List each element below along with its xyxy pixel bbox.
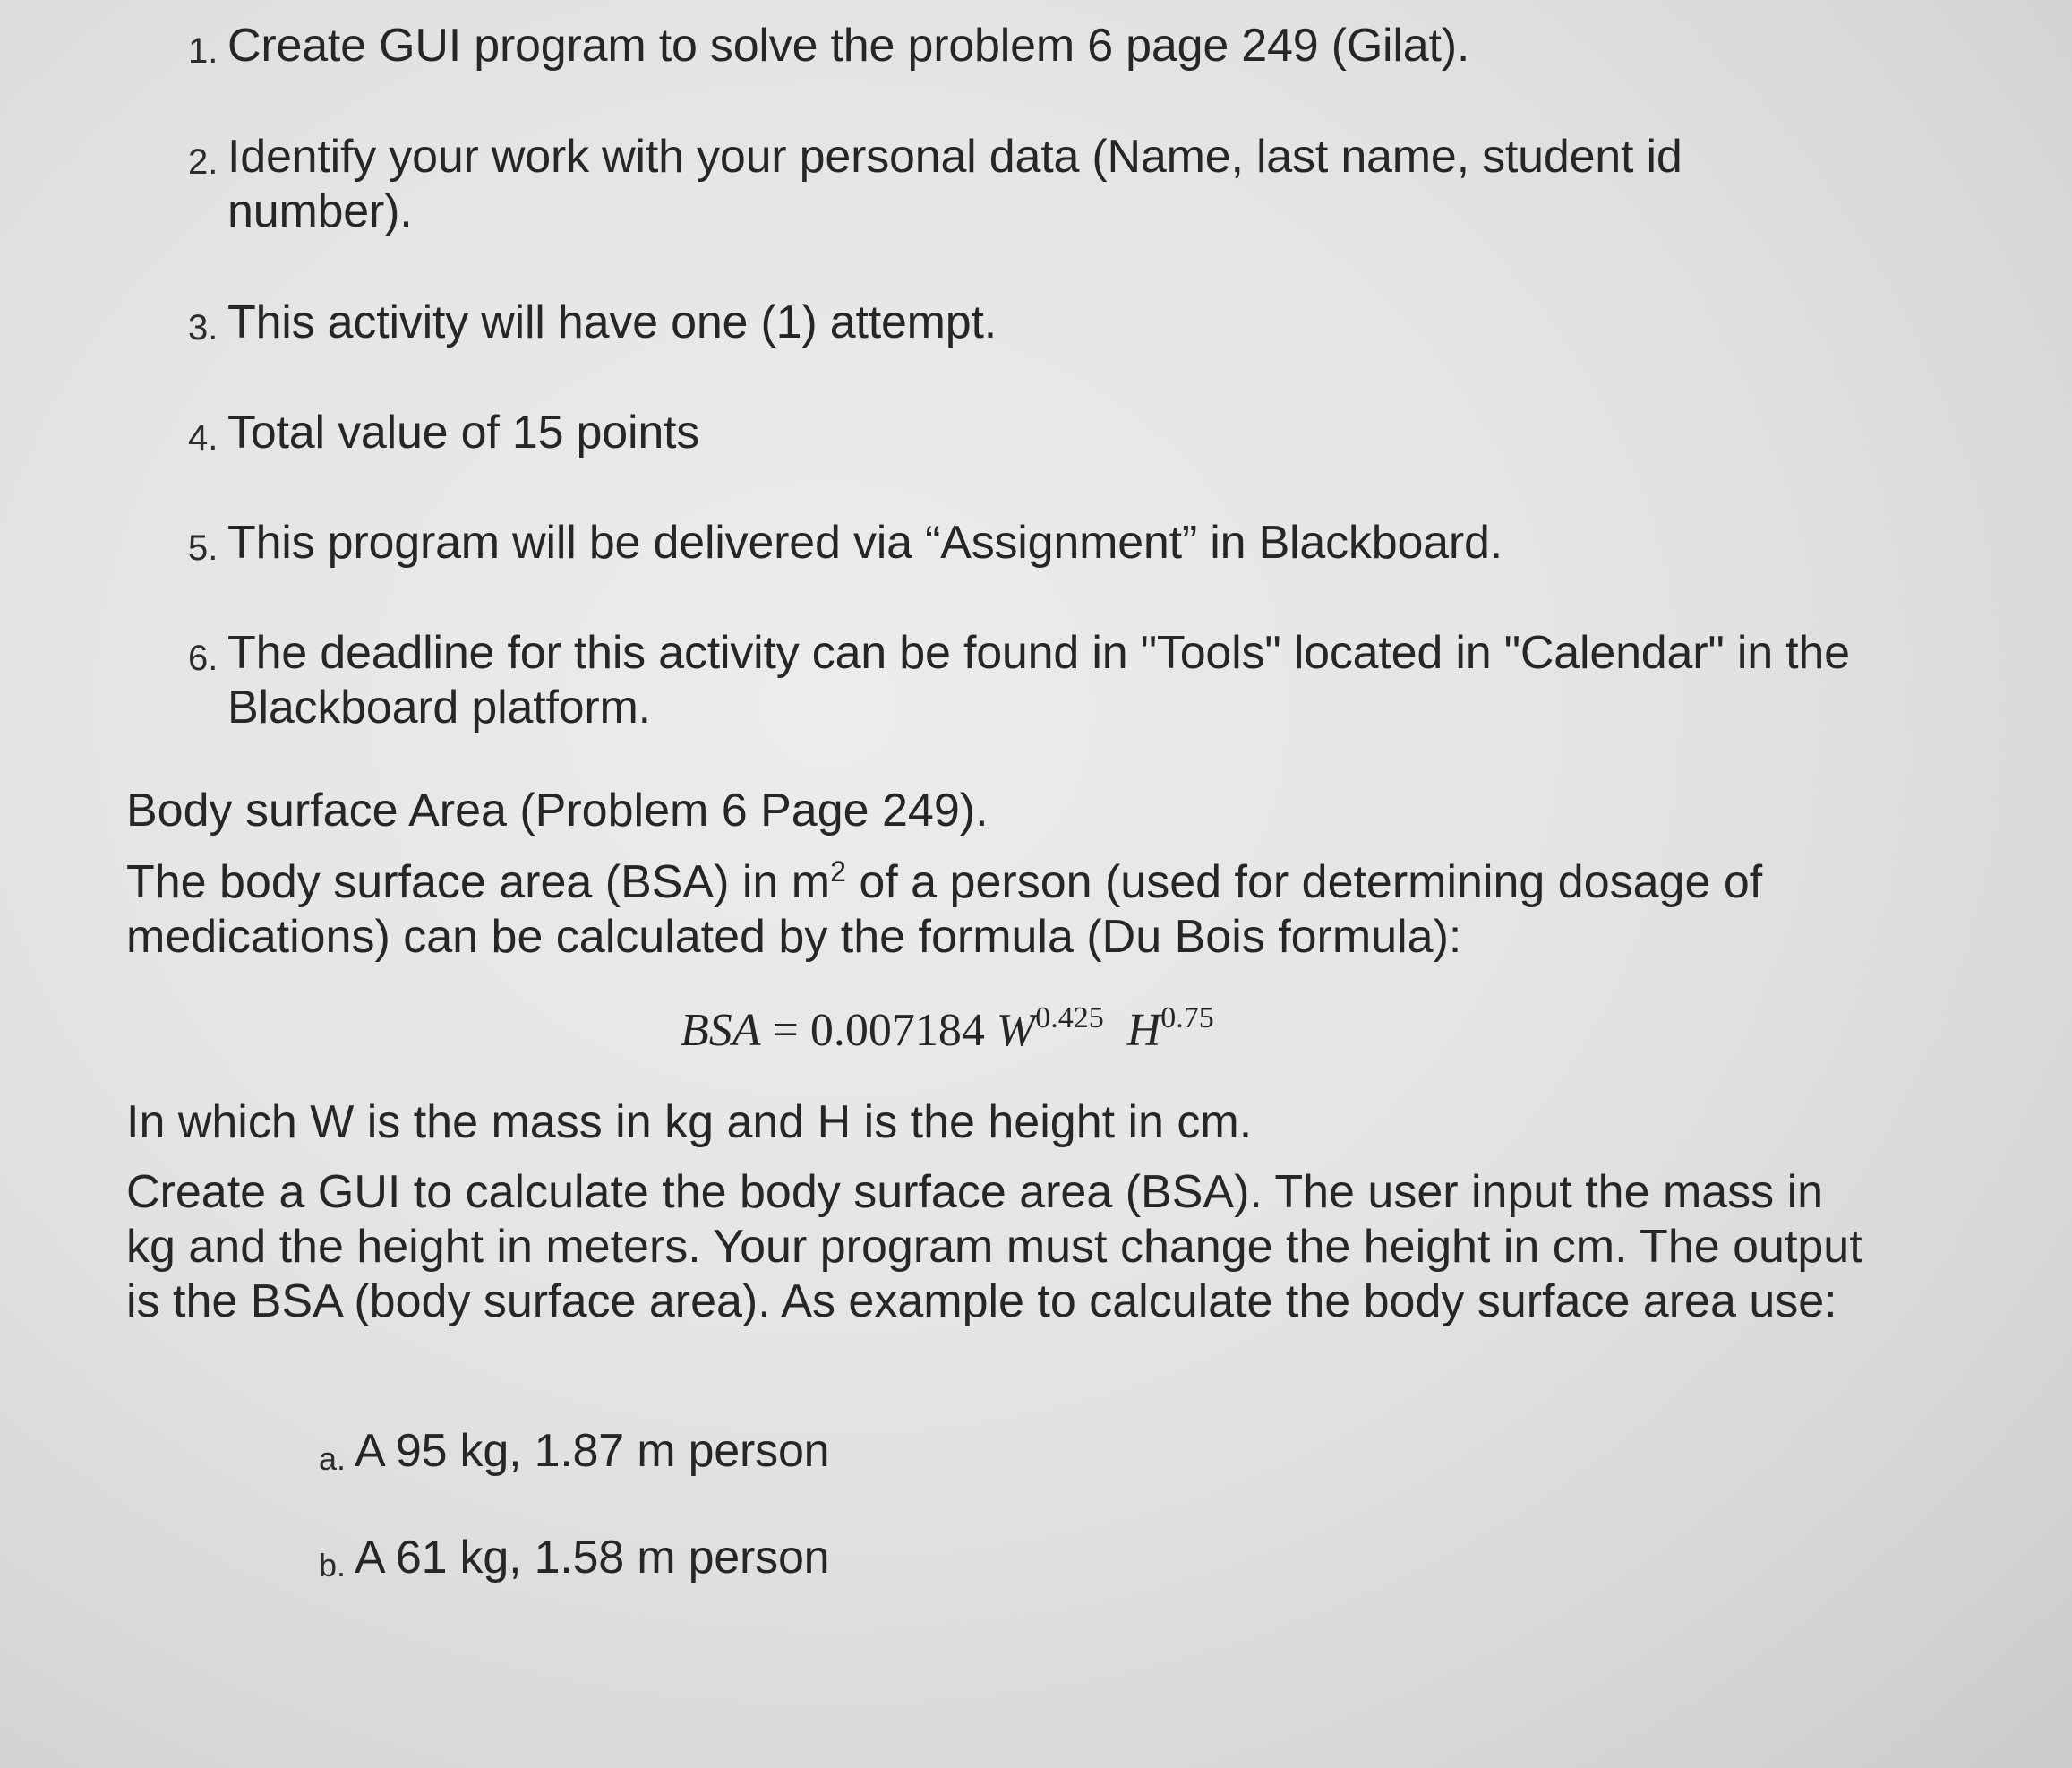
example-item-a — [319, 1424, 829, 1486]
instruction-item-4 — [188, 406, 699, 466]
instruction-item-6 — [188, 626, 1911, 735]
instruction-text: This program will be delivered via “Assignment” in Blackboard. — [227, 517, 1503, 569]
task-description: Create a GUI to calculate the body surface area (BSA). The user input the mass in kg and the height in meters. Your program must change the height in cm. The output is the BSA (body surface area). As example to calculate the body surface area use: — [126, 1166, 1862, 1327]
instruction-number: 1. — [188, 31, 218, 71]
du-bois-formula — [681, 1000, 1214, 1062]
formula-w-variable: W — [996, 1005, 1036, 1056]
formula-equals: = — [772, 1005, 799, 1056]
problem-intro — [126, 855, 1872, 965]
example-label: b. — [319, 1547, 347, 1583]
instruction-number: 6. — [188, 639, 218, 678]
instruction-text: The deadline for this activity can be found in "Tools" located in "Calendar" in the Blackboard platform. — [227, 627, 1850, 734]
instruction-item-1 — [188, 19, 1469, 79]
unit-exponent: 2 — [830, 855, 846, 888]
formula-h-variable: H — [1126, 1005, 1161, 1056]
example-text: A 95 kg, 1.87 m person — [355, 1425, 830, 1477]
formula-h-exponent: 0.75 — [1160, 1001, 1214, 1034]
example-label: a. — [319, 1440, 347, 1477]
instruction-text: Create GUI program to solve the problem 6 page 249 (Gilat). — [227, 20, 1470, 72]
problem-title: Body surface Area (Problem 6 Page 249). — [126, 785, 989, 837]
instruction-item-5 — [188, 516, 1503, 576]
variable-definitions: In which W is the mass in kg and H is the height in cm. — [126, 1096, 1253, 1148]
instruction-text: This activity will have one (1) attempt. — [227, 296, 997, 348]
instruction-number: 4. — [188, 418, 218, 458]
formula-lhs: BSA — [681, 1005, 761, 1056]
instruction-number: 3. — [188, 308, 218, 348]
instruction-item-3 — [188, 296, 997, 356]
formula-coefficient: 0.007184 — [809, 1005, 985, 1056]
instruction-text: Total value of 15 points — [227, 407, 700, 459]
instruction-number: 5. — [188, 528, 218, 568]
formula-w-exponent: 0.425 — [1035, 1001, 1104, 1034]
example-item-b — [319, 1531, 829, 1592]
intro-text-after-unit: of a person (used for determining dosage of medications) can be calculated by the formula (Du Bois formula): — [126, 856, 1763, 963]
instruction-number: 2. — [188, 142, 218, 182]
intro-text-before-unit: The body surface area (BSA) in m — [126, 856, 831, 908]
instruction-item-2 — [188, 130, 1812, 239]
instruction-text: Identify your work with your personal data (Name, last name, student id number). — [227, 131, 1682, 237]
example-text: A 61 kg, 1.58 m person — [355, 1532, 830, 1583]
